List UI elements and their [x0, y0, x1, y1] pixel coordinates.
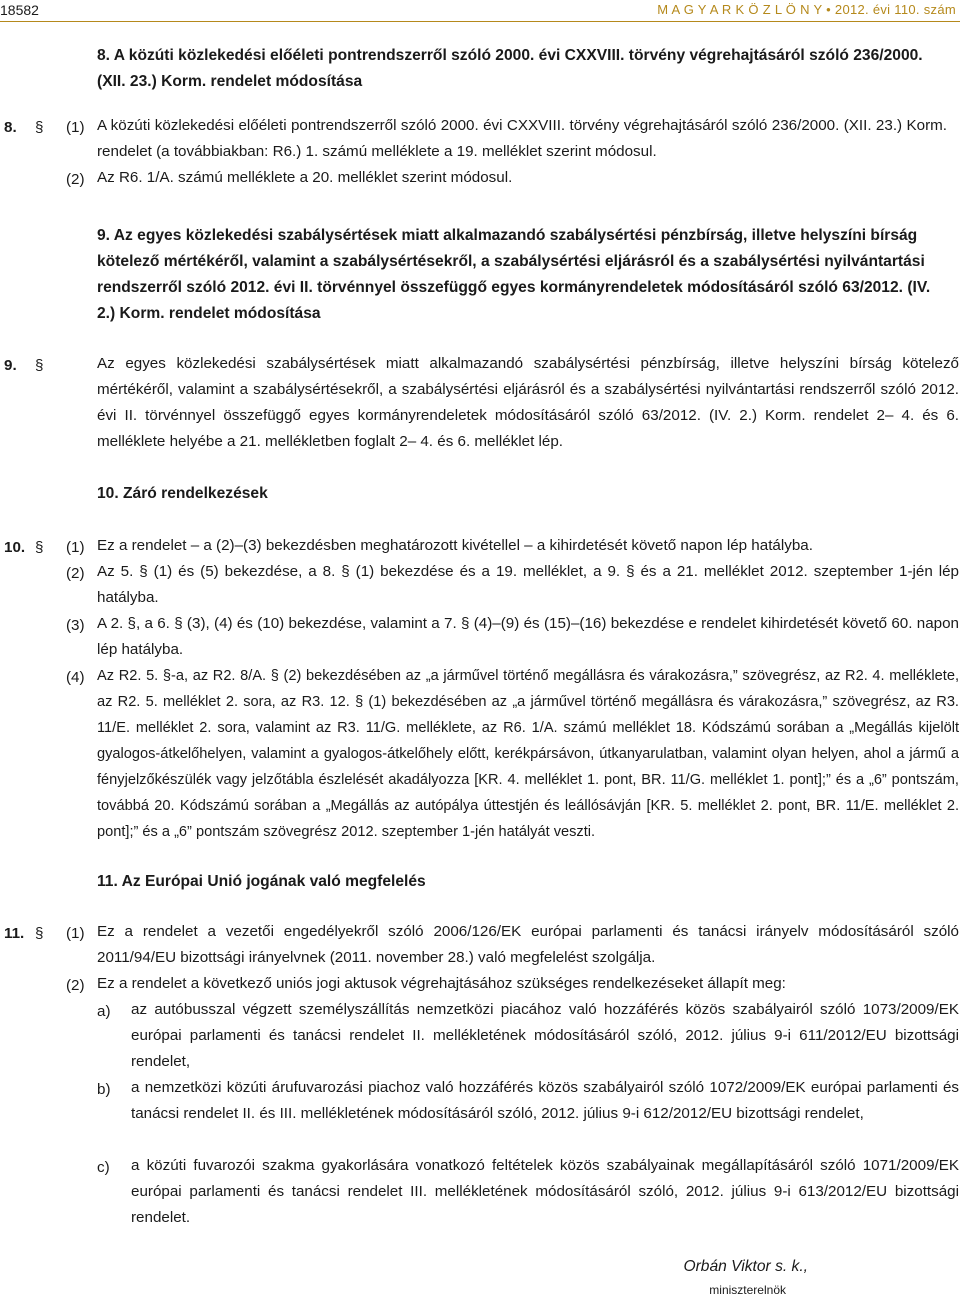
s10-p3-label: (3) — [66, 617, 85, 634]
s11-p2-label: (2) — [66, 977, 85, 994]
section-10-para-sign: § — [35, 539, 44, 556]
signature-role: miniszterelnök — [709, 1283, 786, 1297]
s8-p1-label: (1) — [66, 119, 85, 136]
s11-item-c-label: c) — [97, 1159, 110, 1176]
s11-p1-label: (1) — [66, 925, 85, 942]
section-9-title: 9. Az egyes közlekedési szabálysértések miatt alkalmazandó szabálysértési pénzbírság, illetve helyszíni bírság kötelező mértékéről, valamint a szabálysértésekről, a szabálysértési eljárásról és a szabálysértési nyilvántartási rendszerről szóló 2012. évi II. törvénnyel összefüggő egyes kormányrendeletek módosításáról szóló 63/2012. (IV. 2.) Korm. rendelet módosítása — [97, 227, 931, 322]
s10-p4-label: (4) — [66, 669, 85, 686]
s8-p1-text: A közúti közlekedési előéleti pontrendszerről szóló 2000. évi CXXVIII. törvény végrehajtásáról szóló 236/2000. (XII. 23.) Korm. rendelet (a továbbiakban: R6.) 1. számú melléklete a 19. melléklet szerint módosul. — [97, 117, 947, 160]
s8-p2-label: (2) — [66, 171, 85, 188]
s10-p2-label: (2) — [66, 565, 85, 582]
s11-p1-text: Ez a rendelet a vezetői engedélyekről szóló 2006/126/EK európai parlamenti és tanácsi irányelv módosításáról szóló 2011/94/EU bizottsági irányelvnek (2011. november 28.) való megfelelést szolgálja. — [97, 923, 959, 966]
section-10-number: 10. — [4, 539, 26, 556]
s9-text: Az egyes közlekedési szabálysértések miatt alkalmazandó szabálysértési pénzbírság, illetve helyszíni bírság kötelező mértékéről, valamint a szabálysértésekről, a szabálysértési eljárásról és a szabálysértési nyilvántartási rendszerről szóló 2012. évi II. törvénnyel összefüggő egyes kormányrendeletek módosításáról szóló 63/2012. (IV. 2.) Korm. rendelet 2– 4. és 6. melléklete helyébe a 21. mellékletben foglalt 2– 4. és 6. melléklet lép. — [97, 355, 959, 450]
section-11-title: 11. Az Európai Unió jogának való megfelelés — [97, 873, 426, 890]
masthead: M A G Y A R K Ö Z L Ö N Y • 2012. évi 110. szám — [657, 2, 956, 17]
s11-item-a-text: az autóbusszal végzett személyszállítás nemzetközi piacához való hozzáférés közös szabályairól szóló 1073/2009/EK európai parlamenti és tanácsi rendelet II. mellékletének módosításáról szóló, 2012. július 9-i 611/2012/EU bizottsági rendelet, — [131, 1001, 959, 1070]
s11-p2-text: Ez a rendelet a következő uniós jogi aktusok végrehajtásához szükséges rendelkezéseket állapít meg: — [97, 975, 786, 992]
s10-p2-text: Az 5. § (1) és (5) bekezdése, a 8. § (1) bekezdése és a 19. melléklet, a 9. § és a 21. melléklet 2012. szeptember 1-jén lép hatályba. — [97, 563, 959, 606]
section-8-title: 8. A közúti közlekedési előéleti pontrendszerről szóló 2000. évi CXXVIII. törvény végrehajtásáról szóló 236/2000. (XII. 23.) Korm. rendelet módosítása — [97, 47, 923, 90]
section-8-number: 8. — [4, 119, 17, 136]
section-8-para-sign: § — [35, 119, 44, 136]
page-number: 18582 — [0, 2, 39, 18]
s8-p2-text: Az R6. 1/A. számú melléklete a 20. melléklet szerint módosul. — [97, 169, 513, 186]
s10-p1-text: Ez a rendelet – a (2)–(3) bekezdésben meghatározott kivétellel – a kihirdetését követő napon lép hatályba. — [97, 537, 813, 554]
s11-item-b-text: a nemzetközi közúti árufuvarozási piachoz való hozzáférés közös szabályairól szóló 1072/2009/EK európai parlamenti és tanácsi rendelet II. és III. mellékletének módosításáról szóló, 2012. július 9-i 612/2012/EU bizottsági rendelet, — [131, 1079, 959, 1122]
s10-p1-label: (1) — [66, 539, 85, 556]
section-9-number: 9. — [4, 357, 17, 374]
s11-item-c-text: a közúti fuvarozói szakma gyakorlására vonatkozó feltételek közös szabályainak megállapításáról szóló 1071/2009/EK európai parlamenti és tanácsi rendelet III. mellékletének módosításáról szóló, 2012. július 9-i 613/2012/EU bizottsági rendelet. — [131, 1157, 959, 1226]
s10-p3-text: A 2. §, a 6. § (3), (4) és (10) bekezdése, valamint a 7. § (4)–(9) és (15)–(16) bekezdése e rendelet kihirdetését követő 60. napon lép hatályba. — [97, 615, 959, 658]
section-9-para-sign: § — [35, 357, 44, 374]
section-11-para-sign: § — [35, 925, 44, 942]
section-10-title: 10. Záró rendelkezések — [97, 485, 268, 502]
s10-p4-text: Az R2. 5. §-a, az R2. 8/A. § (2) bekezdésében az „a járművel történő megállásra és várakozásra,” szövegrész, az R2. 4. melléklete, az R2. 5. melléklet 2. sora, az R3. 12. § (1) bekezdésében az „a járművel történő megállásra és várakozásra,” szövegrész, az R3. 11/E. melléklet 2. sora, valamint az R3. 11/G. melléklete, az R6. 1/A. számú melléklet 18. Kódszámú sorában a „Megállás kijelölt gyalogos-átkelőhelyen, valamint a gyalogos-átkelőhely előtt, kerékpársávon, útkanyarulatban, valamint olyan helyen, ahol a jármű a fényjelzőkészülék vagy jelzőtábla észlelését akadályozza [KR. 4. melléklet 1. pont, BR. 11/G. melléklet 1. pont];” és a „6” pontszám, továbbá 20. Kódszámú sorában a „Megállás az autópálya úttestjén és leállósávján [KR. 5. melléklet 2. pont, BR. 11/E. melléklet 2. pont];” és a „6” pontszám szövegrész 2012. szeptember 1-jén hatályát veszti. — [97, 668, 959, 840]
s11-item-b-label: b) — [97, 1081, 111, 1098]
section-11-number: 11. — [4, 925, 25, 942]
s11-item-a-label: a) — [97, 1003, 111, 1020]
header-rule — [0, 21, 960, 22]
page-header — [0, 0, 960, 24]
signature-name: Orbán Viktor s. k., — [683, 1258, 808, 1275]
